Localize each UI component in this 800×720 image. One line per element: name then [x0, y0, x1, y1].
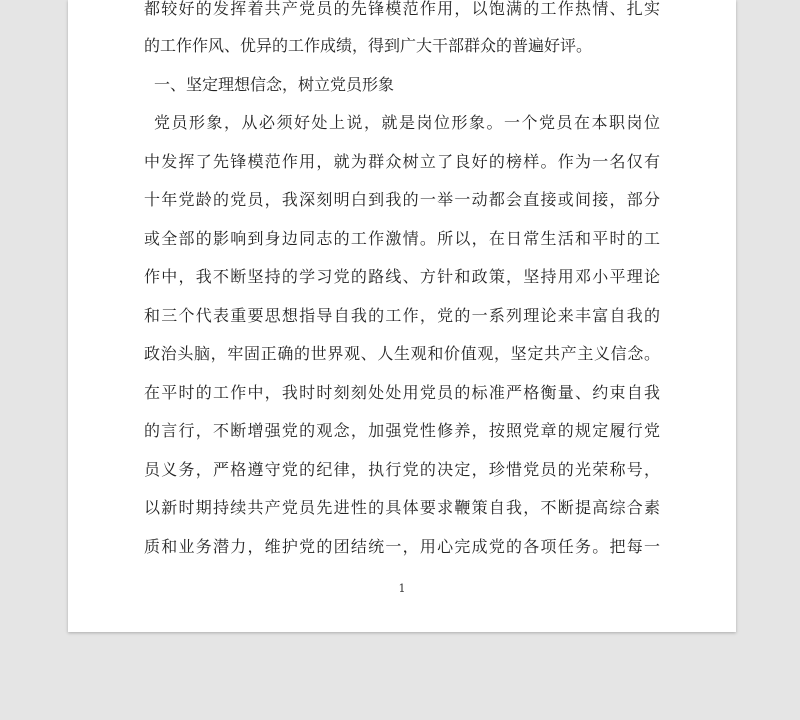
text-line: 和三个代表重要思想指导自我的工作，党的一系列理论来丰富自我的	[144, 306, 660, 325]
section-heading: 一、坚定理想信念，树立党员形象	[154, 75, 395, 94]
text-line: 或全部的影响到身边同志的工作激情。所以，在日常生活和平时的工	[144, 229, 660, 248]
text-line: 质和业务潜力，维护党的团结统一，用心完成党的各项任务。把每一	[144, 537, 660, 556]
text-line: 政治头脑，牢固正确的世界观、人生观和价值观，坚定共产主义信念。	[144, 344, 660, 363]
text-line: 在平时的工作中，我时时刻刻处处用党员的标准严格衡量、约束自我	[144, 383, 660, 402]
text-line: 的言行，不断增强党的观念，加强党性修养，按照党章的规定履行党	[144, 421, 660, 440]
page-number: 1	[398, 582, 406, 595]
text-line: 员义务，严格遵守党的纪律，执行党的决定，珍惜党员的光荣称号，	[144, 460, 660, 479]
text-line: 都较好的发挥着共产党员的先锋模范作用，以饱满的工作热情、扎实	[144, 0, 660, 18]
text-line: 作中，我不断坚持的学习党的路线、方针和政策，坚持用邓小平理论	[144, 267, 660, 286]
text-line: 十年党龄的党员，我深刻明白到我的一举一动都会直接或间接，部分	[144, 190, 660, 209]
text-line: 中发挥了先锋模范作用，就为群众树立了良好的榜样。作为一名仅有	[144, 152, 660, 171]
text-line: 的工作作风、优异的工作成绩，得到广大干部群众的普遍好评。	[144, 36, 593, 55]
document-page	[68, 0, 736, 632]
text-line: 以新时期持续共产党员先进性的具体要求鞭策自我，不断提高综合素	[144, 498, 660, 517]
text-line: 党员形象，从必须好处上说，就是岗位形象。一个党员在本职岗位	[154, 113, 660, 132]
